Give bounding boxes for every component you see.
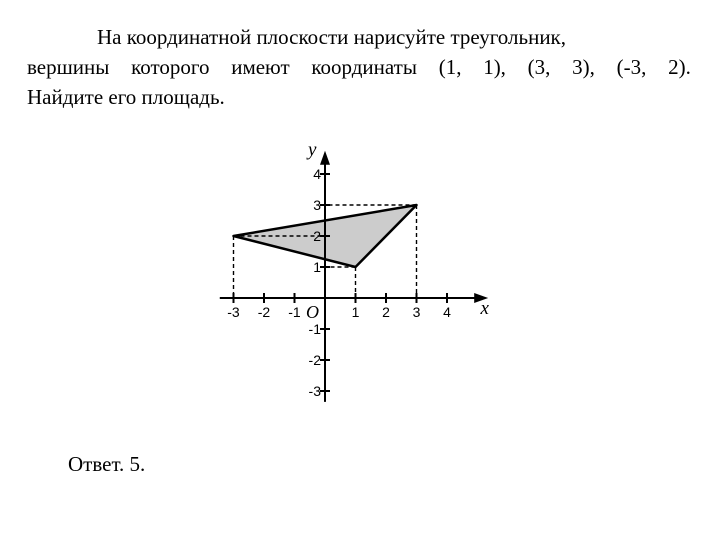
problem-word: 1), <box>483 55 506 79</box>
x-tick-label: 1 <box>351 304 360 320</box>
y-tick-label: 1 <box>313 259 321 275</box>
y-tick-label: 2 <box>313 228 321 244</box>
problem-word: (1, <box>438 55 462 79</box>
problem-line-1: На координатной плоскости нарисуйте треугольник, <box>97 25 567 49</box>
x-tick-label: -3 <box>227 304 240 320</box>
problem-word: 2). <box>668 55 691 79</box>
problem-word: (-3, <box>616 55 647 79</box>
problem-line-3: Найдите его площадь. <box>27 85 225 109</box>
problem-word: имеют <box>231 55 290 79</box>
x-axis-label: x <box>480 298 489 319</box>
y-tick-label: -1 <box>308 321 321 337</box>
problem-word: координаты <box>311 55 417 79</box>
y-axis-arrow <box>320 151 330 165</box>
y-tick-label: -3 <box>308 383 321 399</box>
problem-word: которого <box>131 55 210 79</box>
x-tick-label: -1 <box>288 304 301 320</box>
y-tick-label: 3 <box>313 197 321 213</box>
axis-ticks <box>227 166 451 399</box>
problem-word: вершины <box>27 55 110 79</box>
y-tick-label: 4 <box>313 166 321 182</box>
x-tick-label: 4 <box>443 304 451 320</box>
x-tick-label: -2 <box>257 304 271 320</box>
x-tick-label: 3 <box>412 304 421 320</box>
answer-text: Ответ. 5. <box>68 452 146 476</box>
x-tick-label: 2 <box>382 304 390 320</box>
y-axis-label: y <box>308 139 317 161</box>
problem-word: (3, <box>527 55 551 79</box>
problem-word: 3), <box>572 55 595 79</box>
y-tick-label: -2 <box>308 352 321 368</box>
origin-label: O <box>306 302 319 322</box>
